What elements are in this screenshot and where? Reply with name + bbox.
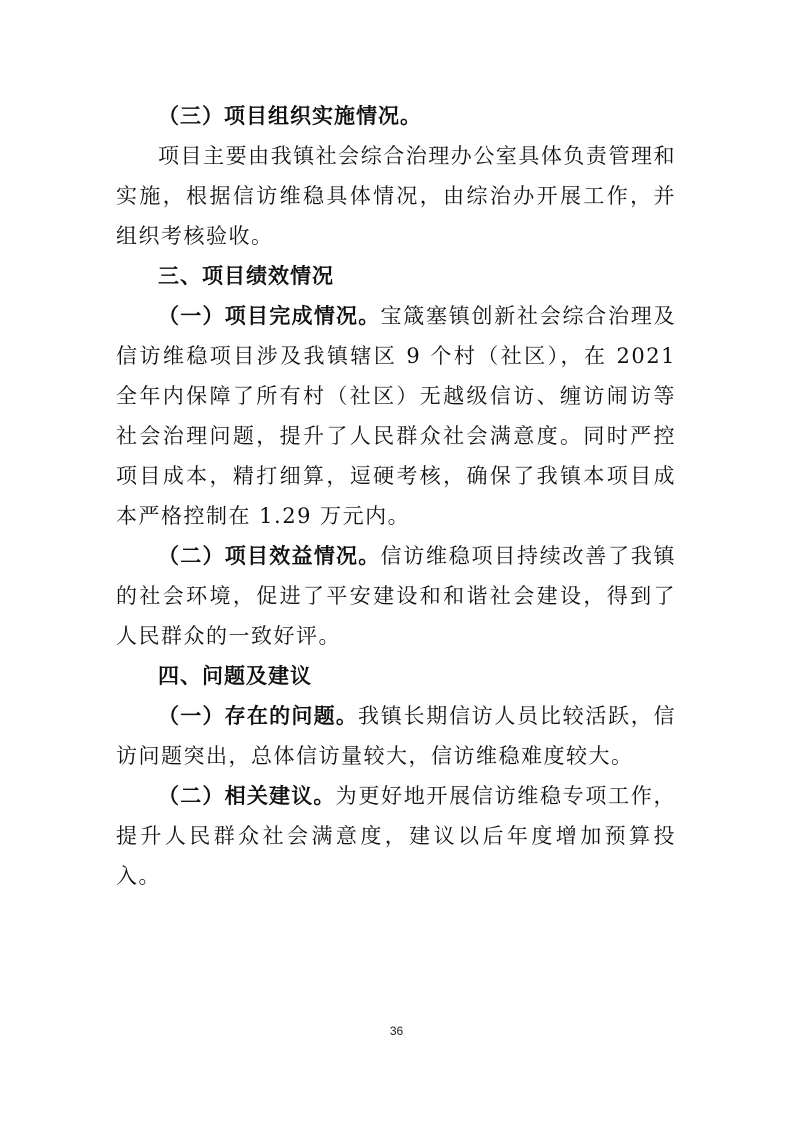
subheading-title: （二）相关建议。: [158, 784, 336, 808]
subheading-title: （一）存在的问题。: [158, 704, 359, 728]
document-body: [116, 96, 676, 896]
heading-issues: [116, 656, 676, 696]
subheading-title: （三）项目组织实施情况。: [158, 104, 422, 128]
paragraph-text: 信访维稳项目持续改善了我镇的社会环境，促进了平安建设和和谐社会建设，得到了人民群众的一致好评。: [116, 544, 676, 648]
heading-performance: [116, 256, 676, 296]
paragraph-completion: [116, 296, 676, 536]
heading-title: 三、项目绩效情况: [158, 264, 334, 288]
section-3-paragraph: 项目主要由我镇社会综合治理办公室具体负责管理和实施，根据信访维稳具体情况，由综治办开展工作，并组织考核验收。: [116, 144, 676, 248]
paragraph-suggestions: [116, 776, 676, 896]
paragraph-problems: [116, 696, 676, 776]
subheading-title: （二）项目效益情况。: [158, 544, 381, 568]
paragraph-benefit: [116, 536, 676, 656]
paragraph-text: 为更好地开展信访维稳专项工作，提升人民群众社会满意度，建议以后年度增加预算投入。: [116, 784, 677, 888]
paragraph-text: 宝箴塞镇创新社会综合治理及信访维稳项目涉及我镇辖区 9 个村（社区），在 2021 全年内保障了所有村（社区）无越级信访、缠访闹访等社会治理问题，提升了人民群众社会满意度。同时严控项目成本，精打细算，逗硬考核，确保了我镇本项目成本严格控制在 1.29 万元内。: [116, 304, 676, 528]
heading-title: 四、问题及建议: [158, 664, 312, 688]
paragraph-text: 我镇长期信访人员比较活跃，信访问题突出，总体信访量较大，信访维稳难度较大。: [116, 704, 677, 768]
subheading-title: （一）项目完成情况。: [158, 304, 381, 328]
section-3-subheading: [116, 96, 676, 136]
page-number: 36: [389, 1024, 404, 1038]
